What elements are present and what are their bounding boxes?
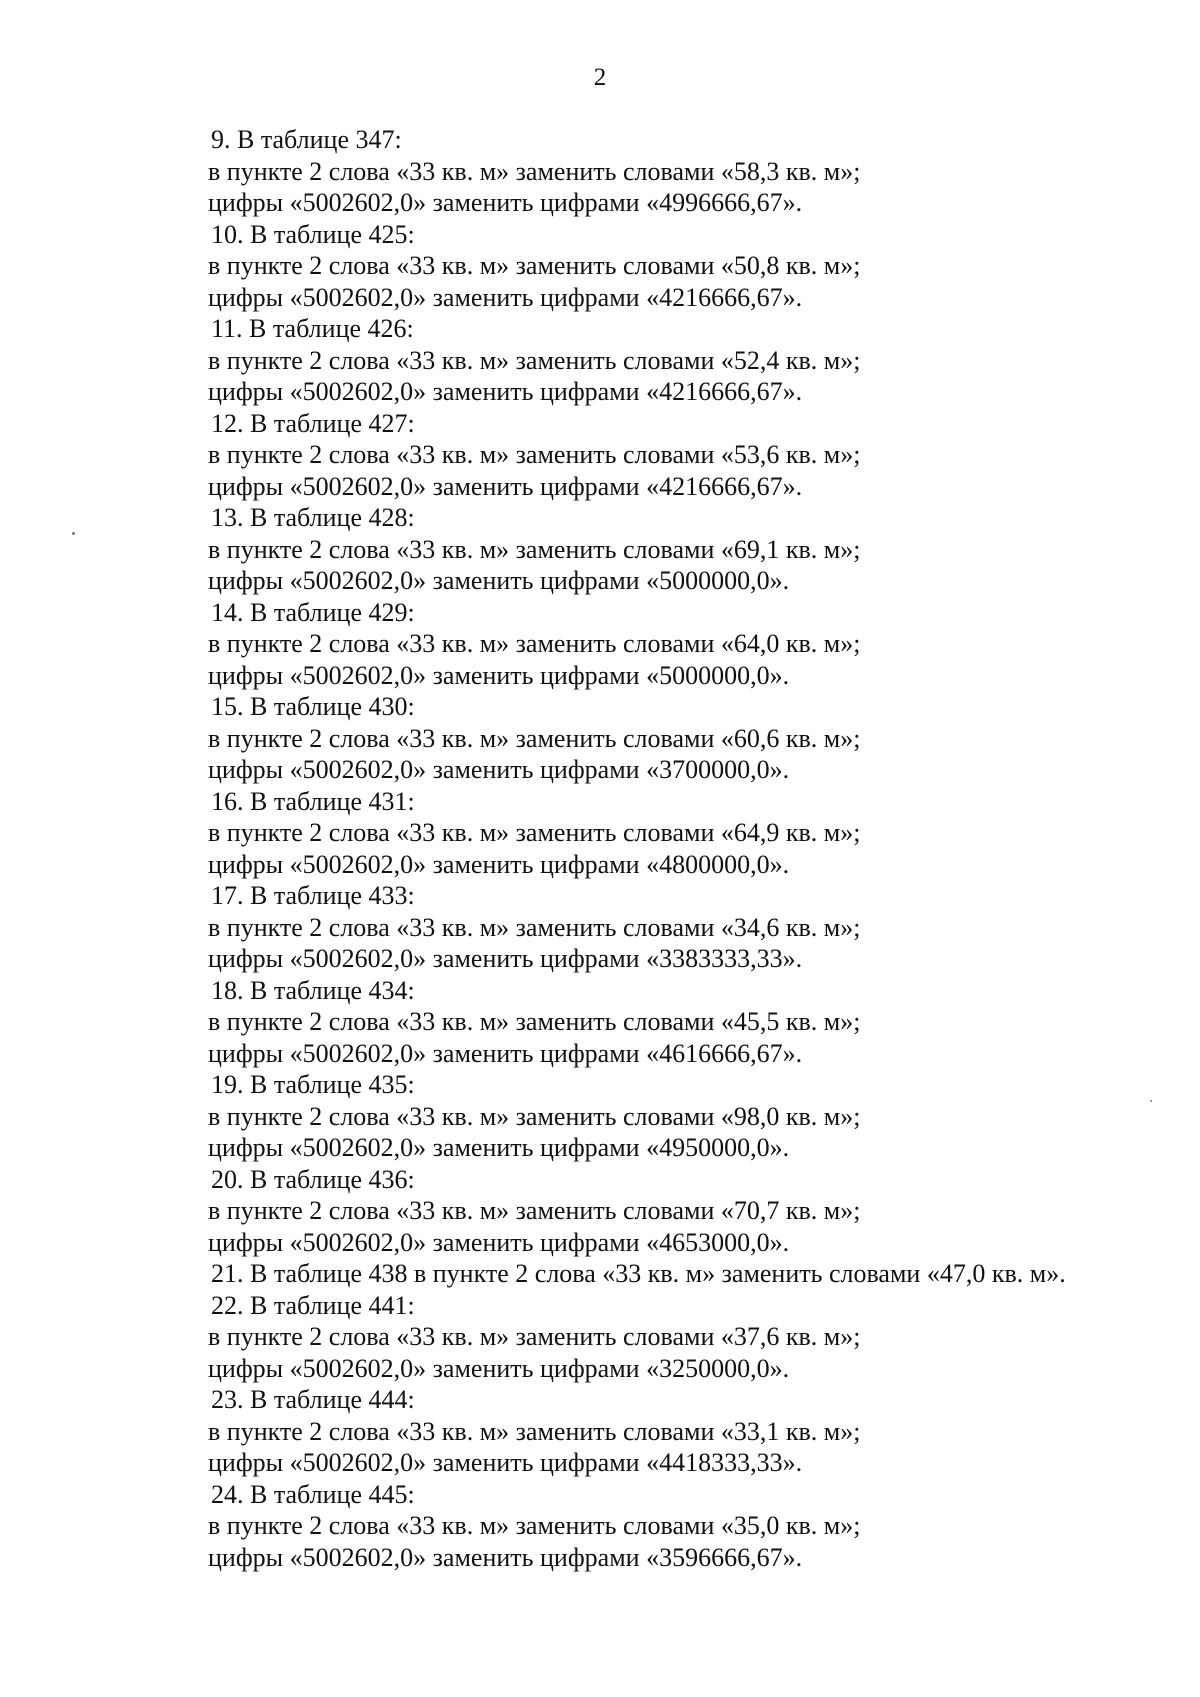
item-text-line: в пункте 2 слова «33 кв. м» заменить словами «34,6 кв. м»;	[208, 912, 861, 942]
item-text-line: в пункте 2 слова «33 кв. м» заменить словами «53,6 кв. м»;	[208, 440, 861, 469]
item-text-line: цифры «5002602,0» заменить цифрами «3596666,67».	[208, 1542, 803, 1572]
page-number: 2	[593, 64, 607, 91]
item-text-line: цифры «5002602,0» заменить цифрами «4216666,67».	[208, 471, 803, 501]
item-text-line: в пункте 2 слова «33 кв. м» заменить словами «58,3 кв. м»;	[208, 156, 861, 186]
item-text-line: цифры «5002602,0» заменить цифрами «3383333,33».	[208, 944, 803, 973]
scan-speck	[1150, 1100, 1152, 1102]
item-heading: 24. В таблице 445:	[211, 1479, 415, 1509]
item-text-line: в пункте 2 слова «33 кв. м» заменить словами «50,8 кв. м»;	[208, 251, 861, 280]
item-text-line: в пункте 2 слова «33 кв. м» заменить словами «60,6 кв. м»;	[208, 723, 861, 753]
scan-speck	[72, 532, 75, 535]
item-text-line: в пункте 2 слова «33 кв. м» заменить словами «98,0 кв. м»;	[208, 1101, 861, 1131]
item-heading: 10. В таблице 425:	[211, 219, 415, 249]
item-text-line: цифры «5002602,0» заменить цифрами «4216666,67».	[208, 282, 803, 312]
item-text-line: в пункте 2 слова «33 кв. м» заменить словами «64,0 кв. м»;	[208, 629, 861, 658]
item-text-line: в пункте 2 слова «33 кв. м» заменить словами «37,6 кв. м»;	[208, 1322, 861, 1351]
item-text-line: цифры «5002602,0» заменить цифрами «4950000,0».	[208, 1133, 790, 1162]
item-text-line: в пункте 2 слова «33 кв. м» заменить словами «64,9 кв. м»;	[208, 818, 861, 847]
document-body	[208, 124, 1168, 1573]
item-heading: 14. В таблице 429:	[211, 597, 415, 627]
item-text-line: в пункте 2 слова «33 кв. м» заменить словами «70,7 кв. м»;	[208, 1196, 861, 1225]
item-text-line: цифры «5002602,0» заменить цифрами «4616666,67».	[208, 1038, 803, 1068]
item-text-line: в пункте 2 слова «33 кв. м» заменить словами «35,0 кв. м»;	[208, 1511, 861, 1540]
item-text-line: в пункте 2 слова «33 кв. м» заменить словами «52,4 кв. м»;	[208, 345, 861, 375]
item-heading: 15. В таблице 430:	[211, 692, 415, 721]
item-heading: 12. В таблице 427:	[211, 408, 415, 438]
item-heading: 19. В таблице 435:	[211, 1070, 415, 1099]
item-text-line: цифры «5002602,0» заменить цифрами «4653000,0».	[208, 1227, 790, 1257]
item-heading: 20. В таблице 436:	[211, 1164, 415, 1194]
item-heading: 13. В таблице 428:	[211, 503, 415, 532]
item-heading: 22. В таблице 441:	[211, 1290, 415, 1320]
item-text-line: цифры «5002602,0» заменить цифрами «4800000,0».	[208, 849, 790, 879]
item-text-line: цифры «5002602,0» заменить цифрами «4418333,33».	[208, 1448, 803, 1477]
item-text-line: в пункте 2 слова «33 кв. м» заменить словами «45,5 кв. м»;	[208, 1007, 861, 1036]
item-text-line: цифры «5002602,0» заменить цифрами «4996666,67».	[208, 188, 803, 217]
item-text-line: цифры «5002602,0» заменить цифрами «5000000,0».	[208, 660, 790, 690]
item-text-line: цифры «5002602,0» заменить цифрами «3700000,0».	[208, 755, 790, 784]
item-heading: 18. В таблице 434:	[211, 975, 415, 1005]
item-text-line: в пункте 2 слова «33 кв. м» заменить словами «69,1 кв. м»;	[208, 534, 861, 564]
item-text-line: цифры «5002602,0» заменить цифрами «5000000,0».	[208, 566, 790, 595]
item-heading: 16. В таблице 431:	[211, 786, 415, 816]
item-heading: 21. В таблице 438 в пункте 2 слова «33 кв. м» заменить словами «47,0 кв. м».	[211, 1259, 1066, 1288]
item-heading: 9. В таблице 347:	[211, 125, 402, 154]
item-text-line: цифры «5002602,0» заменить цифрами «4216666,67».	[208, 377, 803, 406]
item-text-line: цифры «5002602,0» заменить цифрами «3250000,0».	[208, 1353, 790, 1383]
item-heading: 11. В таблице 426:	[211, 314, 414, 343]
item-heading: 17. В таблице 433:	[211, 881, 415, 910]
item-heading: 23. В таблице 444:	[211, 1385, 415, 1414]
item-text-line: в пункте 2 слова «33 кв. м» заменить словами «33,1 кв. м»;	[208, 1416, 861, 1446]
